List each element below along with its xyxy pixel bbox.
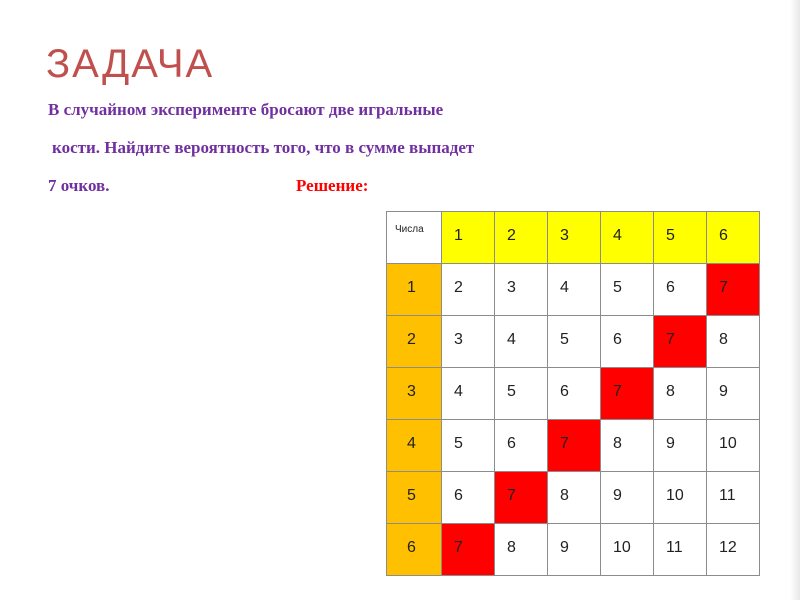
table-cell: 9 — [548, 524, 601, 576]
table-cell: 8 — [495, 524, 548, 576]
sum-table — [386, 211, 760, 576]
table-cell: 8 — [548, 472, 601, 524]
table-cell: 4 — [548, 264, 601, 316]
table-cell: 5 — [442, 420, 495, 472]
highlighted-cell: 7 — [442, 524, 495, 576]
table-row — [387, 264, 760, 316]
row-header: 2 — [387, 316, 442, 368]
table-cell: 2 — [442, 264, 495, 316]
column-header: 1 — [442, 212, 495, 264]
problem-line-2: кости. Найдите вероятность того, что в сумме выпадет — [52, 138, 475, 157]
corner-label: Числа — [387, 212, 442, 264]
table-cell: 10 — [654, 472, 707, 524]
table-cell: 8 — [601, 420, 654, 472]
slide-title: ЗАДАЧА — [46, 42, 215, 86]
row-header: 5 — [387, 472, 442, 524]
table-cell: 9 — [601, 472, 654, 524]
column-header: 5 — [654, 212, 707, 264]
table-cell: 9 — [654, 420, 707, 472]
highlighted-cell: 7 — [707, 264, 760, 316]
solution-label: Решение: — [296, 176, 369, 195]
table-cell: 3 — [442, 316, 495, 368]
table-cell: 5 — [601, 264, 654, 316]
column-header: 2 — [495, 212, 548, 264]
problem-line-3: 7 очков. — [48, 176, 110, 195]
table-cell: 10 — [601, 524, 654, 576]
slide-edge-shadow — [790, 0, 800, 600]
row-header: 4 — [387, 420, 442, 472]
column-header: 6 — [707, 212, 760, 264]
column-header: 4 — [601, 212, 654, 264]
row-header: 1 — [387, 264, 442, 316]
table-cell: 6 — [654, 264, 707, 316]
table-cell: 5 — [548, 316, 601, 368]
highlighted-cell: 7 — [654, 316, 707, 368]
table-cell: 4 — [495, 316, 548, 368]
table-row — [387, 420, 760, 472]
table-cell: 8 — [654, 368, 707, 420]
table-cell: 6 — [548, 368, 601, 420]
highlighted-cell: 7 — [548, 420, 601, 472]
table-row — [387, 316, 760, 368]
table-row — [387, 368, 760, 420]
table-cell: 8 — [707, 316, 760, 368]
table-cell: 12 — [707, 524, 760, 576]
table-cell: 5 — [495, 368, 548, 420]
table-cell: 11 — [654, 524, 707, 576]
highlighted-cell: 7 — [601, 368, 654, 420]
problem-line-1: В случайном эксперименте бросают две игральные — [48, 100, 444, 119]
table-cell: 11 — [707, 472, 760, 524]
table-cell: 6 — [601, 316, 654, 368]
row-header: 3 — [387, 368, 442, 420]
table-cell: 9 — [707, 368, 760, 420]
table-cell: 10 — [707, 420, 760, 472]
table-row — [387, 472, 760, 524]
table-cell: 3 — [495, 264, 548, 316]
row-header: 6 — [387, 524, 442, 576]
table-cell: 6 — [442, 472, 495, 524]
highlighted-cell: 7 — [495, 472, 548, 524]
column-header: 3 — [548, 212, 601, 264]
table-header-row — [387, 212, 760, 264]
table-row — [387, 524, 760, 576]
table-cell: 4 — [442, 368, 495, 420]
table-cell: 6 — [495, 420, 548, 472]
